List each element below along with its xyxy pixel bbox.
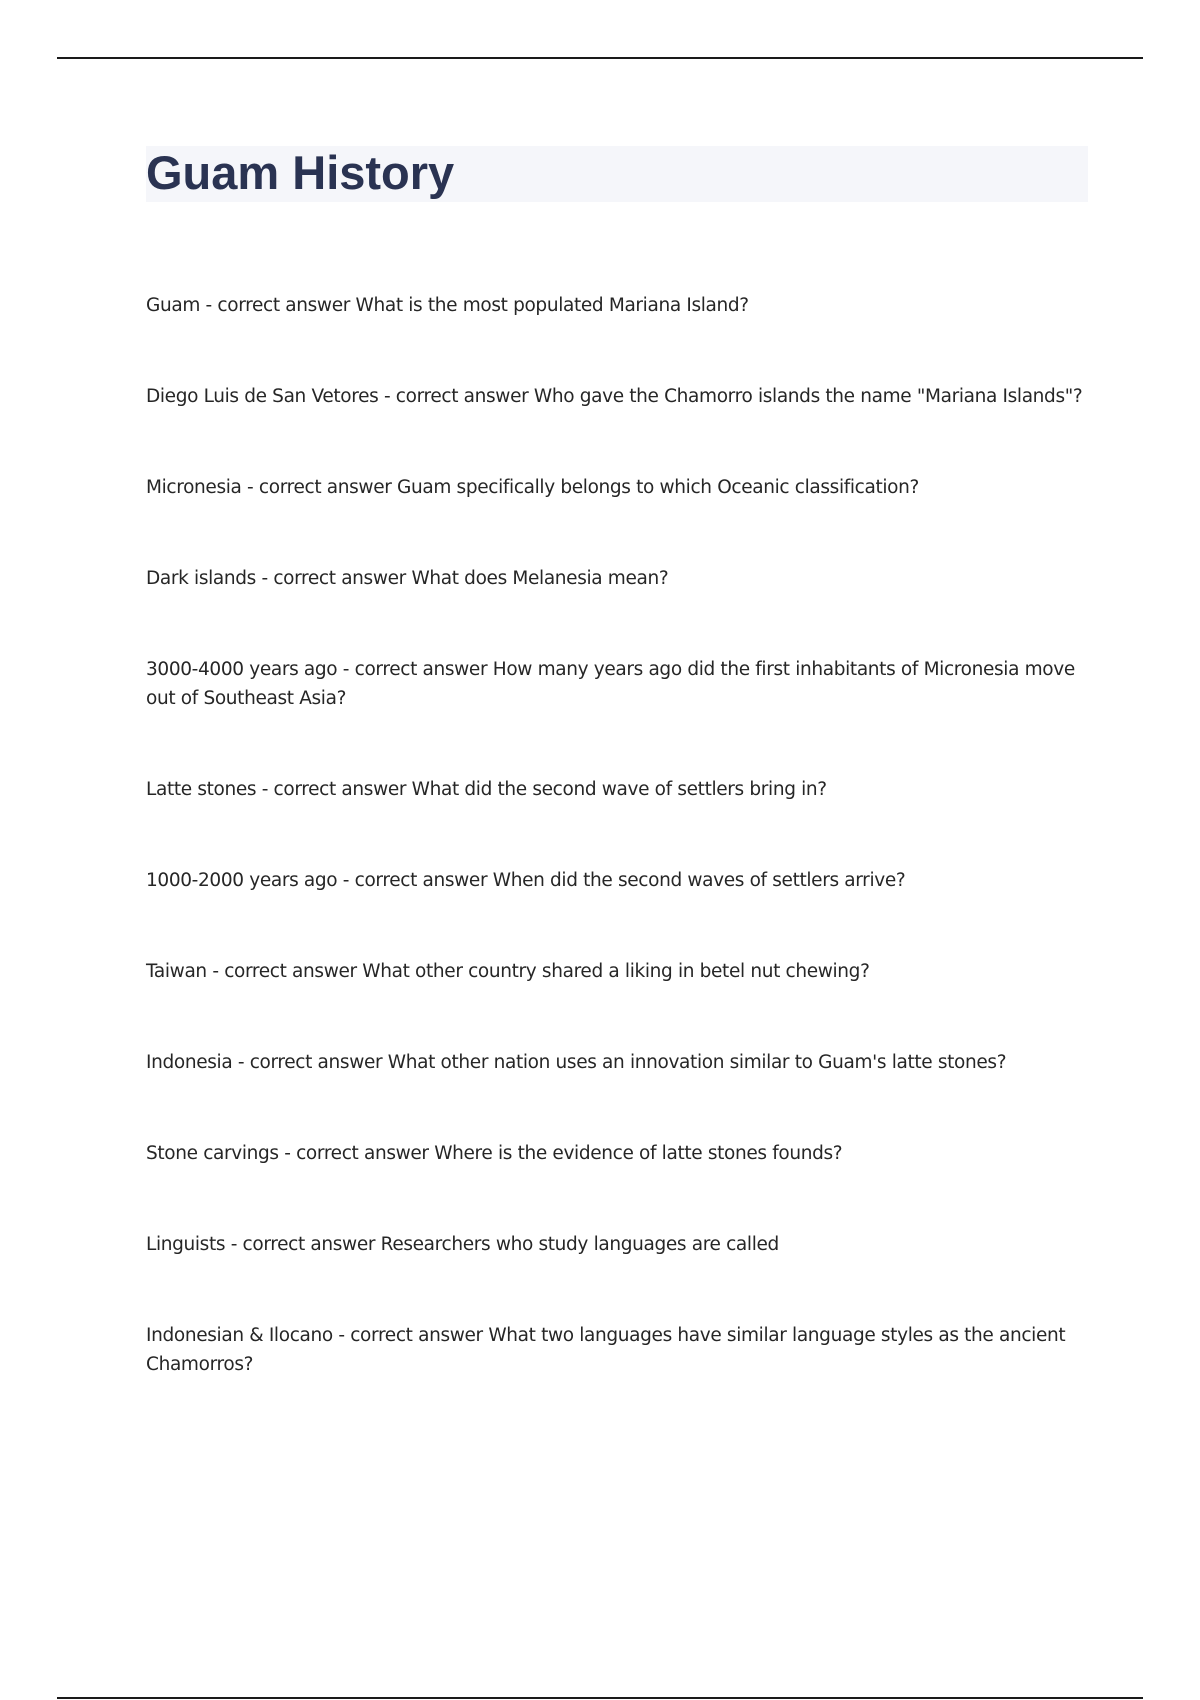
qa-item-4: Dark islands - correct answer What does Melanesia mean?: [146, 568, 669, 589]
qa-item-6: Latte stones - correct answer What did the second wave of settlers bring in?: [146, 779, 827, 800]
qa-item-9: Indonesia - correct answer What other nation uses an innovation similar to Guam's latte stones?: [146, 1052, 1007, 1073]
qa-item-10: Stone carvings - correct answer Where is the evidence of latte stones founds?: [146, 1143, 843, 1164]
qa-item-7: 1000-2000 years ago - correct answer When did the second waves of settlers arrive?: [146, 870, 906, 891]
page-title: Guam History: [146, 146, 455, 199]
bottom-rule: [57, 1697, 1143, 1699]
top-rule: [57, 57, 1143, 59]
qa-item-5: 3000-4000 years ago - correct answer How many years ago did the first inhabitants of Micronesia move out of Southeast Asia?: [146, 659, 1075, 709]
qa-item-2: Diego Luis de San Vetores - correct answer Who gave the Chamorro islands the name "Mariana Islands"?: [146, 386, 1083, 407]
qa-item-8: Taiwan - correct answer What other country shared a liking in betel nut chewing?: [146, 961, 870, 982]
qa-item-11: Linguists - correct answer Researchers who study languages are called: [146, 1234, 779, 1255]
qa-item-1: Guam - correct answer What is the most populated Mariana Island?: [146, 295, 749, 316]
qa-list: [146, 291, 1086, 1441]
qa-item-3: Micronesia - correct answer Guam specifically belongs to which Oceanic classification?: [146, 477, 919, 498]
qa-item-12: Indonesian & Ilocano - correct answer What two languages have similar language styles as the ancient Chamorros?: [146, 1325, 1066, 1375]
